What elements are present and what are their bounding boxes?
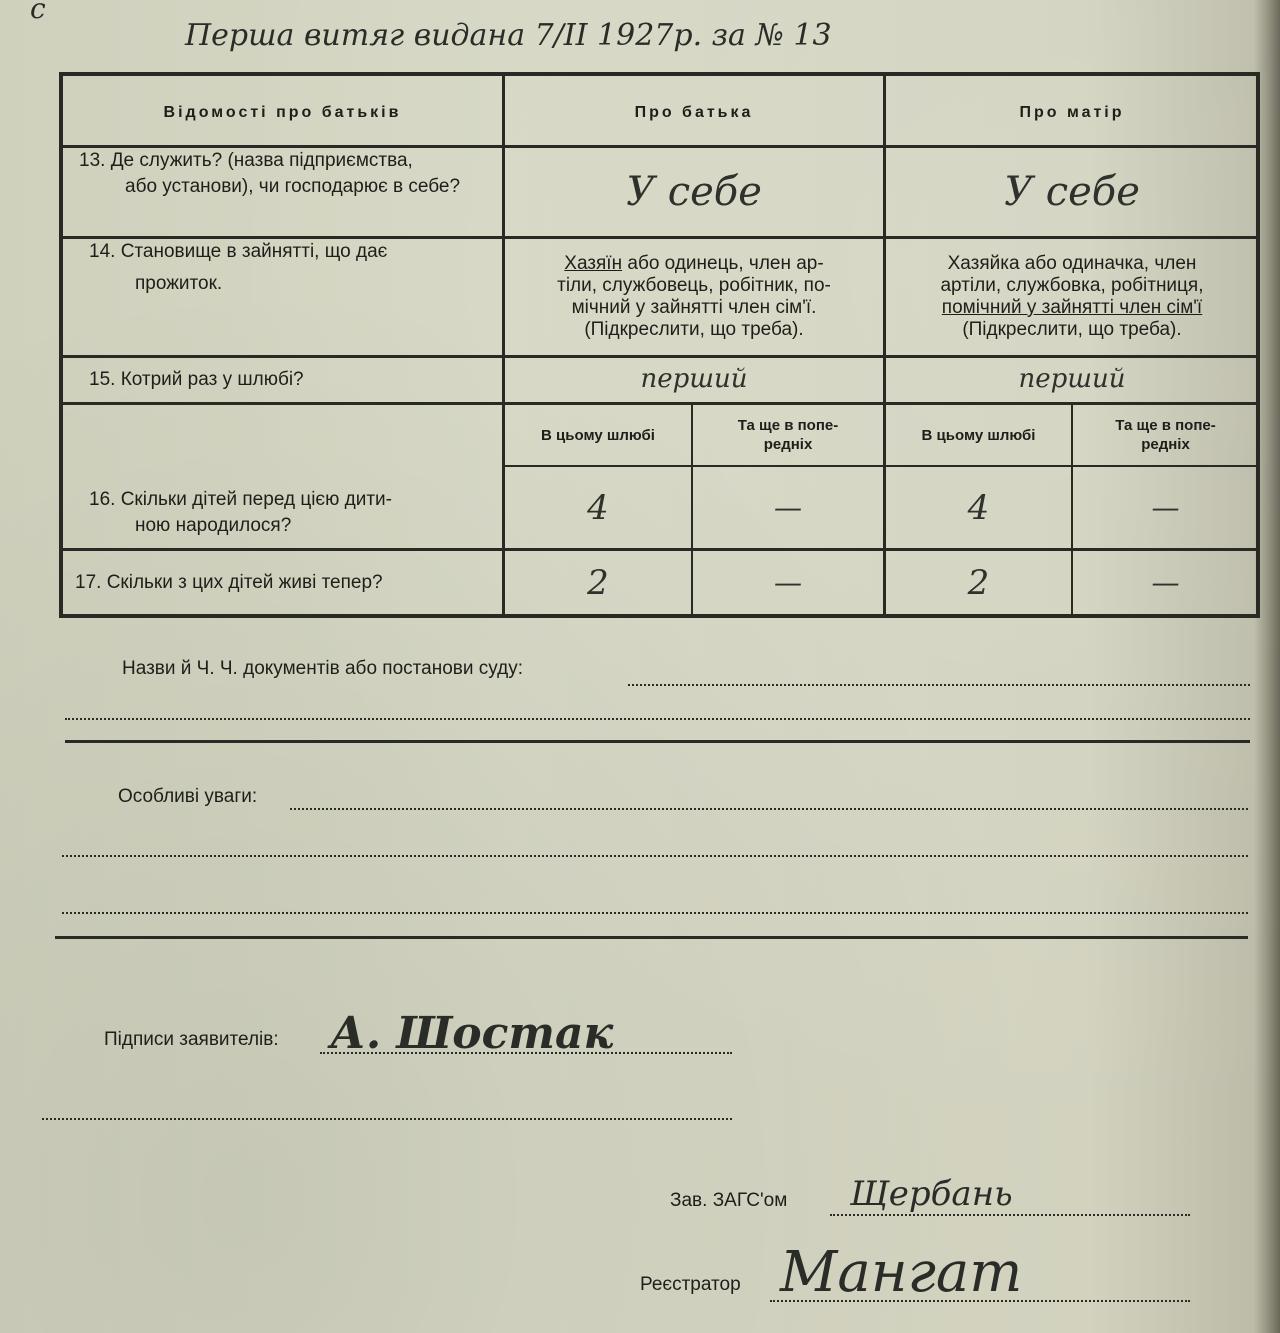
remarks-divider bbox=[55, 936, 1248, 939]
row14-label-line2: прожиток. bbox=[135, 273, 223, 294]
row17-father-this-marriage: 2 bbox=[587, 562, 609, 603]
documents-line-2 bbox=[65, 718, 1250, 720]
documents-divider bbox=[65, 740, 1250, 743]
row14-label-line1: 14. Становище в зайнятті, що дає bbox=[89, 241, 388, 262]
row13-mother-answer: У себе bbox=[1004, 169, 1140, 215]
row14-mother-selected-option: помічний у зайнятті член сім'ї bbox=[941, 297, 1203, 318]
registrar-line bbox=[770, 1300, 1190, 1302]
subheader-mother-this-marriage: В цьому шлюбі bbox=[921, 426, 1036, 444]
row13-label-line2: або установи), чи господарює в себе? bbox=[125, 176, 461, 197]
zags-head-label: Зав. ЗАГС'ом bbox=[670, 1190, 788, 1211]
zags-head-signature: Щербань bbox=[850, 1174, 1013, 1214]
subheader-mother-previous: Та ще в попе- редніх bbox=[1115, 417, 1216, 453]
subheader-father-this-marriage: В цьому шлюбі bbox=[541, 426, 655, 444]
remarks-line-3 bbox=[62, 912, 1248, 914]
row15-mother-answer: перший bbox=[1018, 364, 1126, 394]
row14-father-selected-option: Хазяїн bbox=[564, 253, 623, 274]
remarks-line-2 bbox=[62, 855, 1248, 857]
row14-mother-options: Хазяйка або одиначка, член артіли, службовка, робітниця, помічний у зайнятті член сім'ї (Підкреслити, що треба). bbox=[940, 253, 1204, 340]
row13-question bbox=[63, 148, 502, 236]
documents-line-1 bbox=[628, 684, 1250, 686]
subheader-father-previous: Та ще в попе- редніх bbox=[737, 417, 839, 453]
corner-mark: с bbox=[30, 0, 46, 25]
row17-mother-previous: — bbox=[1151, 566, 1180, 599]
row13-father-answer: У себе bbox=[626, 169, 762, 215]
row16-father-this-marriage: 4 bbox=[587, 487, 609, 528]
header-mother: Про матір bbox=[1019, 103, 1125, 121]
row13-label-line1: 13. Де служить? (назва підприємства, bbox=[79, 150, 413, 171]
row16-question bbox=[63, 467, 502, 548]
row17-father-previous: — bbox=[774, 566, 802, 599]
registrar-label: Реєстратор bbox=[640, 1274, 741, 1295]
row15-question: 15. Котрий раз у шлюбі? bbox=[89, 369, 304, 390]
row17-mother-this-marriage: 2 bbox=[967, 562, 990, 603]
remarks-label-text: Особливі уваги: bbox=[118, 786, 258, 807]
documents-label: Назви й Ч. Ч. документів або постанови суду: bbox=[122, 658, 523, 679]
header-father: Про батька bbox=[634, 103, 754, 121]
row16-father-previous: — bbox=[774, 491, 802, 524]
row14-father-options: Хазяїн або одинець, член ар- тіли, службовець, робітник, по- мічний у зайнятті член сім'ї. (Підкреслити, що треба). bbox=[557, 253, 831, 340]
row16-mother-previous: — bbox=[1151, 491, 1180, 524]
row17-question: 17. Скільки з цих дітей живі тепер? bbox=[75, 571, 383, 593]
header-note: Перша витяг видана 7/ІІ 1927р. за № 13 bbox=[185, 18, 832, 53]
header-parents-info: Відомості про батьків bbox=[163, 103, 402, 121]
zags-head-line bbox=[830, 1214, 1190, 1216]
applicants-line-1 bbox=[320, 1052, 732, 1054]
row16-label-line2: ною народилося? bbox=[135, 515, 292, 536]
remarks-line-1 bbox=[290, 808, 1248, 810]
applicants-label: Підписи заявителів: bbox=[104, 1029, 279, 1050]
row16-label-line1: 16. Скільки дітей перед цією дити- bbox=[89, 489, 392, 510]
row15-father-answer: перший bbox=[640, 364, 748, 394]
row16-mother-this-marriage: 4 bbox=[967, 487, 990, 528]
applicants-line-2 bbox=[42, 1118, 732, 1120]
applicant-signature: А. Шостак bbox=[330, 1008, 614, 1059]
registrar-signature: Мангат bbox=[780, 1240, 1023, 1305]
row14-question bbox=[63, 239, 502, 355]
